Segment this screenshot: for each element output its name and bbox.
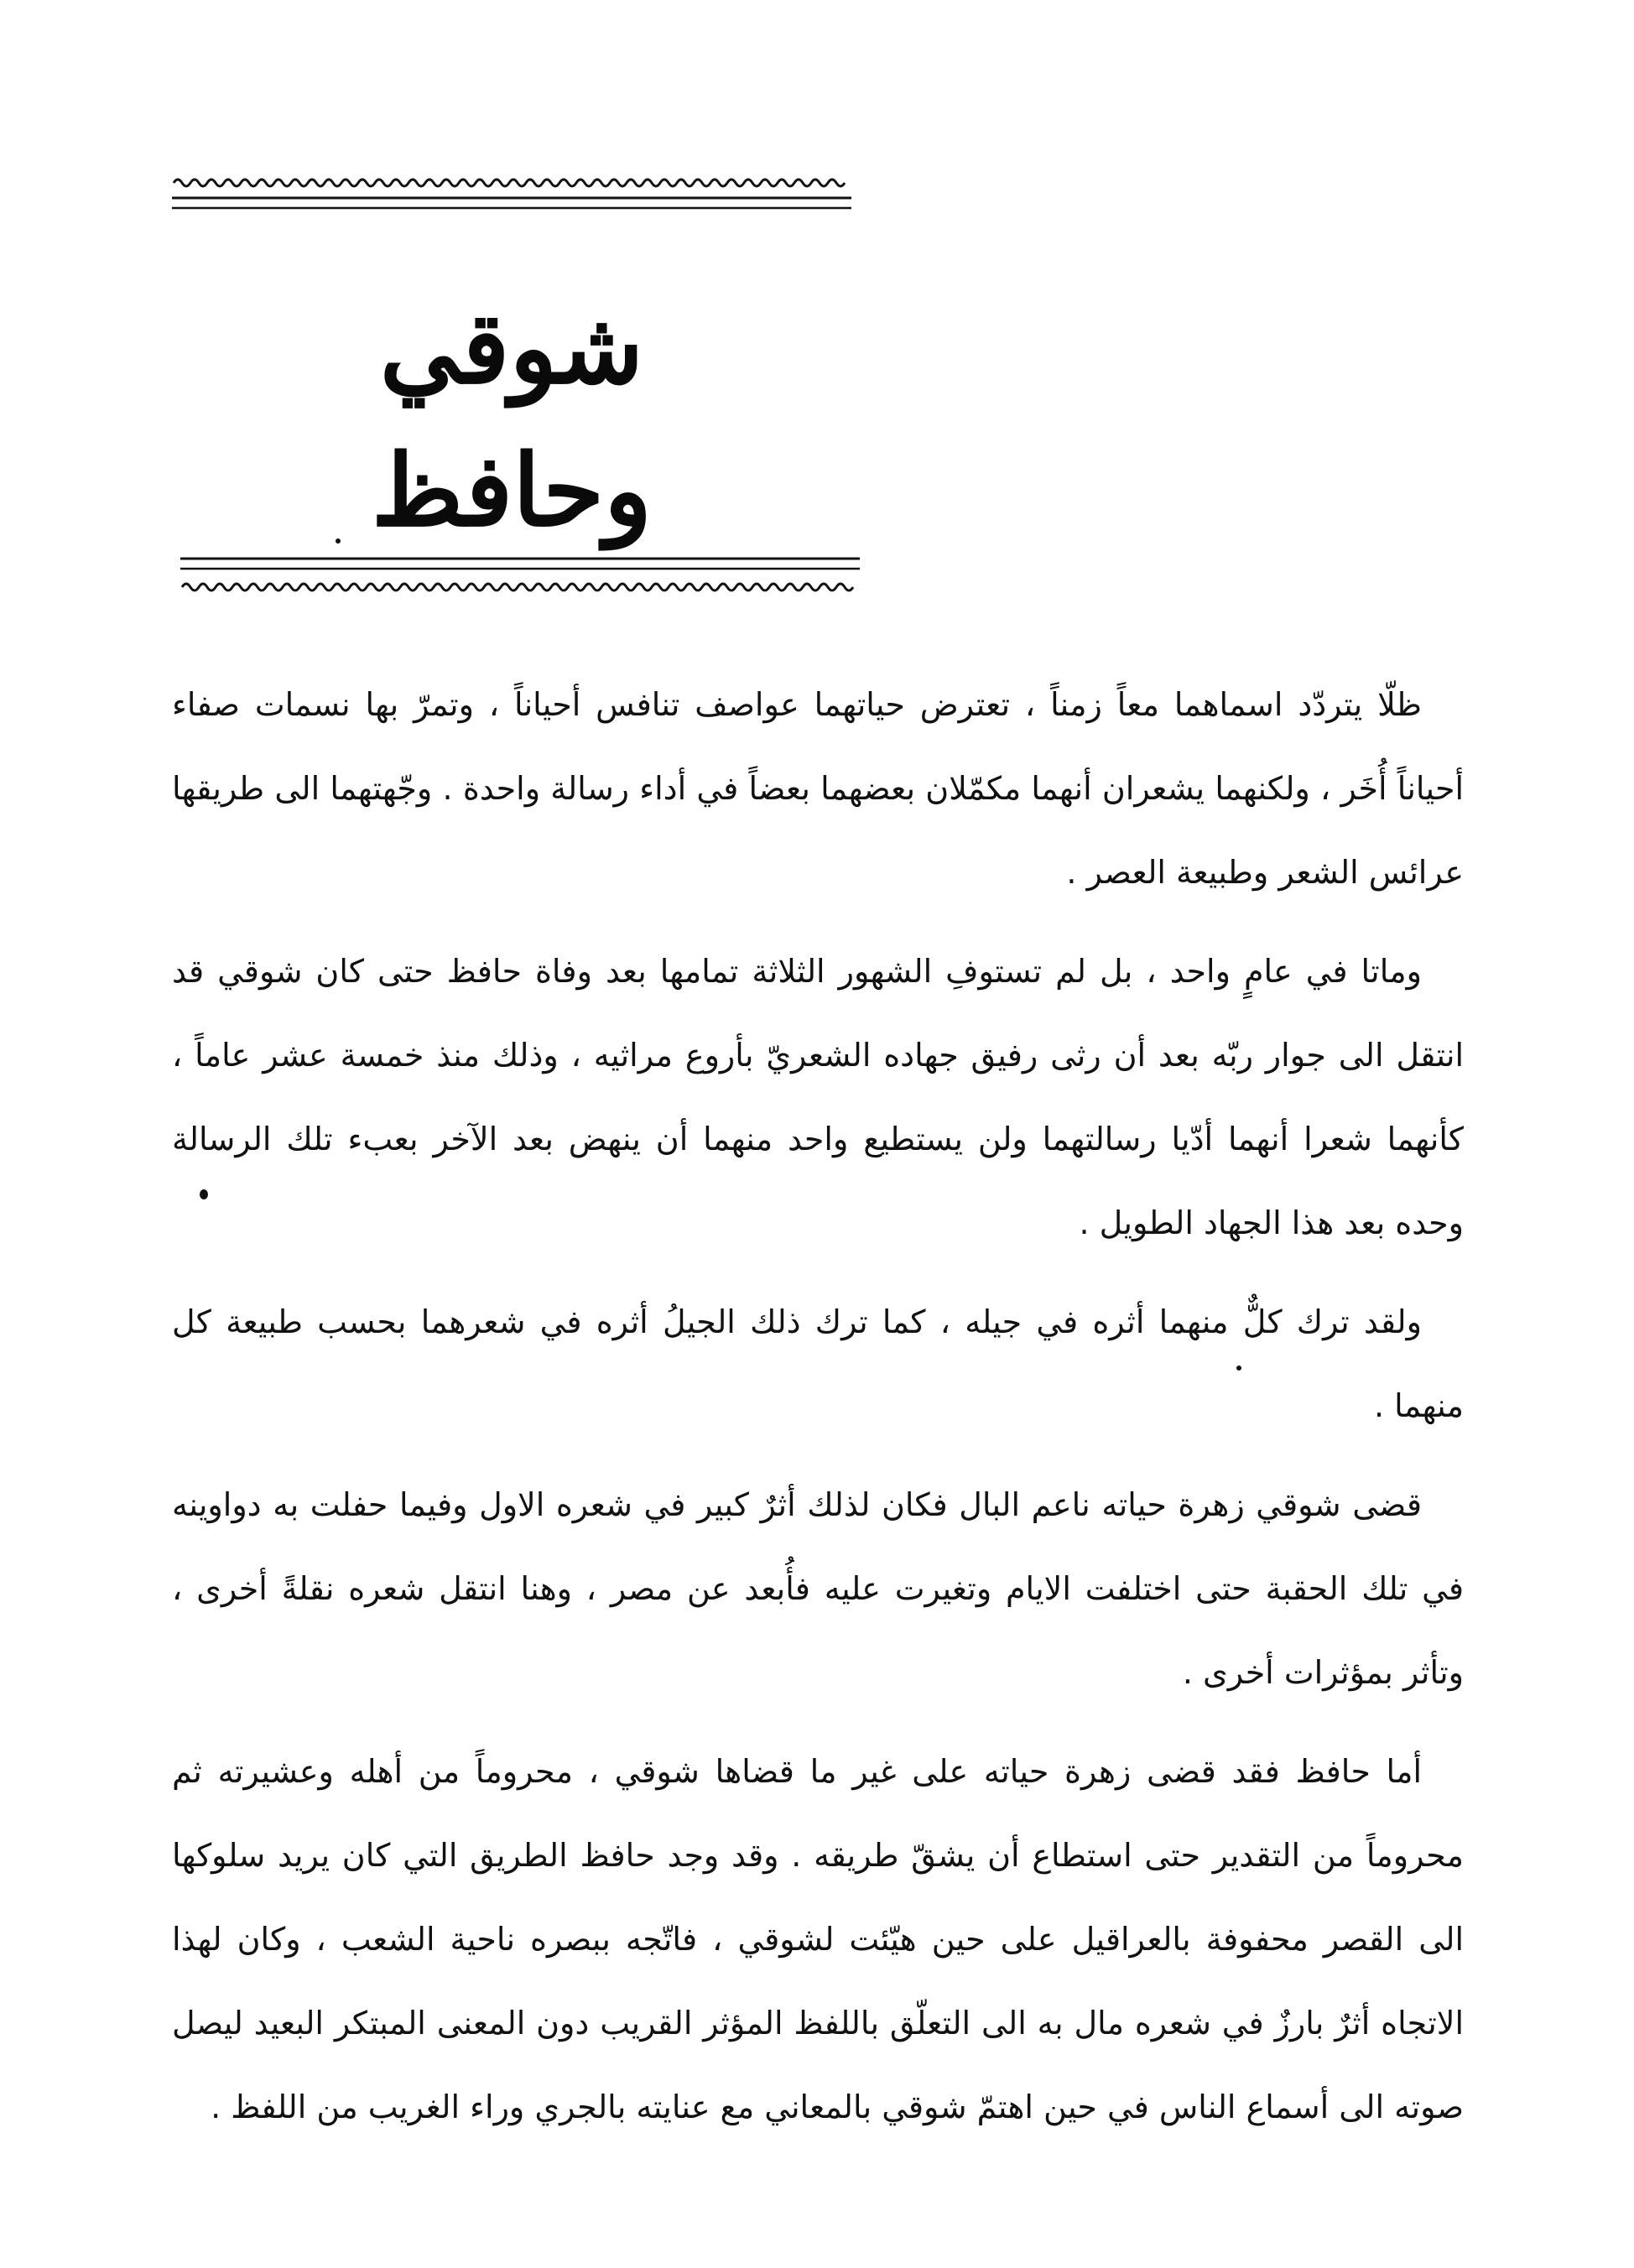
body-text <box>172 663 1464 2149</box>
paragraph: قضى شوقي زهرة حياته ناعم البال فكان لذلك أثرٌ كبير في شعره الاول وفيما حفلت به دواوينه في تلك الحقبة حتى اختلفت الايام وتغيرت عليه فأُبعد عن مصر ، وهنا انتقل شعره نقلةً أخرى ، وتأثر بمؤثرات أخرى . <box>172 1486 1464 1691</box>
ink-speck <box>1236 1365 1241 1371</box>
paragraph: ظلّا يتردّد اسماهما معاً زمناً ، تعترض حياتهما عواصف تنافس أحياناً ، وتمرّ بها نسمات صفاء أحياناً أُخَر ، ولكنهما يشعران أنهما مكمّلان بعضهما بعضاً في أداء رسالة واحدة . وجّهتهما الى طريقها عرائس الشعر وطبيعة العصر . <box>172 686 1464 891</box>
paragraph: ولقد ترك كلٌّ منهما أثره في جيله ، كما ترك ذلك الجيلُ أثره في شعرهما بحسب طبيعة كل منهما . <box>172 1303 1464 1424</box>
top-ornamental-border <box>172 176 851 218</box>
page-title: شوقي وحافظ <box>371 289 653 549</box>
ink-speck <box>200 1189 208 1199</box>
paragraph: أما حافظ فقد قضى زهرة حياته على غير ما قضاها شوقي ، محروماً من أهله وعشيرته ثم محروماً من التقدير حتى استطاع أن يشقّ طريقه . وقد وجد حافظ الطريق التي كان يريد سلوكها الى القصر محفوفة بالعراقيل على حين هيّئت لشوقي ، فاتّجه ببصره ناحية الشعب ، وكان لهذا الاتجاه أثرٌ بارزٌ في شعره مال به الى التعلّق باللفظ المؤثر القريب دون المعنى المبتكر البعيد ليصل صوته الى أسماع الناس في حين اهتمّ شوقي بالمعاني مع عنايته بالجري وراء الغريب من اللفظ . <box>172 1753 1464 2125</box>
bottom-ornamental-border <box>180 554 860 597</box>
ink-speck <box>336 538 341 544</box>
paragraph: وماتا في عامٍ واحد ، بل لم تستوفِ الشهور الثلاثة تمامها بعد وفاة حافظ حتى كان شوقي قد انتقل الى جوار ربّه بعد أن رثى رفيق جهاده الشعريّ بأروع مراثيه ، وذلك منذ خمسة عشر عاماً ، كأنهما شعرا أنهما أدّيا رسالتهما ولن يستطيع واحد منهما أن ينهض بعد الآخر بعبء تلك الرسالة وحده بعد هذا الجهاد الطويل . <box>172 953 1464 1241</box>
